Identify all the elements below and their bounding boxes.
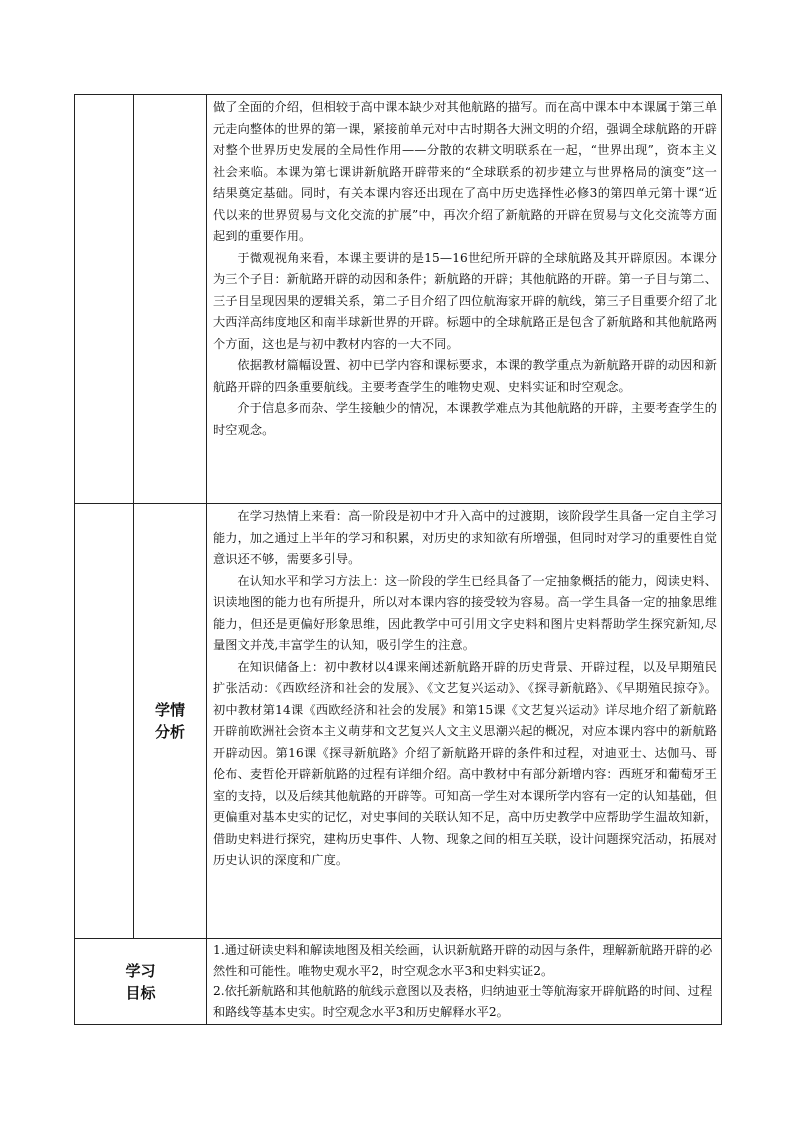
paragraph: 介于信息多而杂、学生接触少的情况，本课教学难点为其他航路的开辟，主要考查学生的时空观念。 [213, 401, 717, 437]
paragraph: 做了全面的介绍，但相较于高中课本缺少对其他航路的描写。而在高中课本中本课属于第三单元走向整体的世界的第一课，紧接前单元对中古时期各大洲文明的介绍，强调全球航路的开辟对整个世界历史发展的全局性作用——分散的农耕文明联系在一起，“世界出现”，资本主义社会来临。本课为第七课讲新航路开辟带来的“全球联系的初步建立与世界格局的演变”这一结果奠定基础。同时，有关本课内容还出现在了高中历史选择性必修3的第四单元第十课“近代以来的世界贸易与文化交流的扩展”中，再次介绍了新航路的开辟在贸易与文化交流等方面起到的重要作用。 [213, 100, 717, 243]
section-label-cell [134, 95, 207, 504]
paragraph: 依据教材篇幅设置、初中已学内容和课标要求，本课的教学重点为新航路开辟的动因和新航路开辟的四条重要航线。主要考查学生的唯物史观、史料实证和时空观念。 [213, 358, 717, 394]
goal-item: 2.依托新航路和其他航路的航线示意图以及表格，归纳迪亚士等航海家开辟航路的时间、过程和路线等基本史实。时空观念水平3和历史解释水平2。 [213, 984, 713, 1019]
paragraph: 在认知水平和学习方法上：这一阶段的学生已经具备了一定抽象概括的能力，阅读史料、识读地图的能力也有所提升，所以对本课内容的接受较为容易。高一学生具备一定的抽象思维能力，但还是更偏好形象思维，因此教学中可引用文字史料和图片史料帮助学生探究新知,尽量图文并茂,丰富学生的认知，吸引学生的注意。 [213, 573, 717, 652]
blank-cell [75, 504, 134, 939]
learner-analysis-content [207, 504, 722, 939]
label-line: 学习 [125, 961, 156, 980]
goal-item: 1.通过研读史料和解读地图及相关绘画，认识新航路开辟的动因与条件，理解新航路开辟的必然性和可能性。唯物史观水平2，时空观念水平3和史料实证2。 [213, 943, 713, 978]
learning-goals-content [207, 939, 722, 1025]
learning-goals-row [75, 939, 722, 1025]
paragraph: 于微观视角来看，本课主要讲的是15—16世纪所开辟的全球航路及其开辟原因。本课分为三个子目：新航路开辟的动因和条件；新航路的开辟；其他航路的开辟。第一子目与第二、三子目呈现因果的逻辑关系，第二子目介绍了四位航海家开辟的航线，第三子目重要介绍了北大西洋高纬度地区和南半球新世界的开辟。标题中的全球航路正是包含了新航路和其他航路两个方面，这也是与初中教材内容的一大不同。 [213, 250, 717, 351]
blank-cell [75, 95, 134, 504]
paragraph: 在知识储备上：初中教材以4课来阐述新航路开辟的历史背景、开辟过程，以及早期殖民扩张活动：《西欧经济和社会的发展》、《文艺复兴运动》、《探寻新航路》、《早期殖民掠夺》。初中教材第14课《西欧经济和社会的发展》和第15课《文艺复兴运动》详尽地介绍了新航路开辟前欧洲社会资本主义萌芽和文艺复兴人文主义思潮兴起的概况，对应本课内容中的新航路开辟动因。第16课《探寻新航路》介绍了新航路开辟的条件和过程，对迪亚士、达伽马、哥伦布、麦哲伦开辟新航路的过程有详细介绍。高中教材中有部分新增内容：西班牙和葡萄牙王室的支持，以及后续其他航路的开辟等。可知高一学生对本课所学内容有一定的认知基础，但更偏重对基本史实的记忆，对史事间的关联认知不足，高中历史教学中应帮助学生温故知新，借助史料进行探究，建构历史事件、人物、现象之间的相互关联，设计问题探究活动，拓展对历史认识的深度和广度。 [213, 659, 717, 867]
textbook-analysis-content [207, 95, 722, 504]
textbook-analysis-row [75, 95, 722, 504]
learning-goals-label [75, 939, 207, 1025]
label-line: 学情 [154, 701, 185, 719]
label-line: 目标 [125, 983, 156, 1002]
lesson-plan-table [74, 94, 722, 1025]
paragraph: 在学习热情上来看：高一阶段是初中才升入高中的过渡期，该阶段学生具备一定自主学习能力，加之通过上半年的学习和积累，对历史的求知欲有所增强，但同时对学习的重要性自觉意识还不够，需要多引导。 [213, 509, 717, 566]
learner-analysis-label [134, 504, 207, 939]
label-line: 分析 [154, 723, 185, 741]
learner-analysis-row [75, 504, 722, 939]
